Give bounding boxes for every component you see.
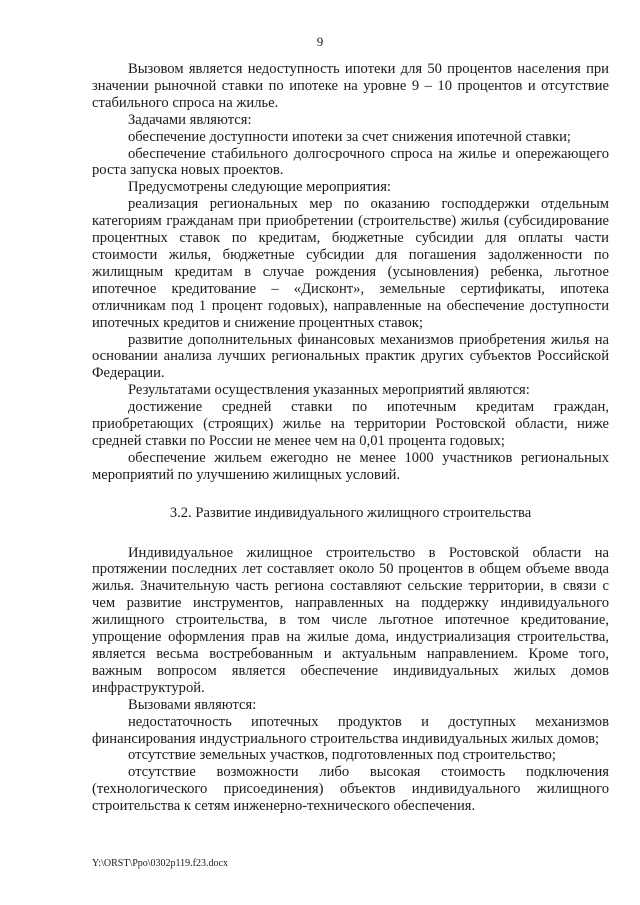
- paragraph: Вызовом является недоступность ипотеки для 50 процентов населения при значении рыночной ставки по ипотеке на уровне 9 – 10 процентов и отсутствие стабильного спроса на жилье.: [92, 61, 609, 111]
- paragraph: отсутствие земельных участков, подготовленных под строительство;: [128, 747, 556, 764]
- paragraph: обеспечение стабильного долгосрочного спроса на жилье и опережающего роста запуска новых проектов.: [92, 145, 609, 179]
- paragraph: реализация региональных мер по оказанию господдержки отдельным категориям гражданам при приобретении (строительстве) жилья (субсидирование процентных ставок по кредитам, бюджетные субсидии для оплаты части стоимости жилья, бюджетные субсидии для погашения задолженности по жилищным кредитам в случае рождения (усыновления) ребенка, льготное ипотечное кредитование – «Дисконт», земельные сертификаты, ипотека отличникам под 1 процент годовых), направленные на обеспечение доступности ипотечных кредитов и снижение процентных ставок;: [92, 196, 609, 331]
- paragraph: достижение средней ставки по ипотечным кредитам граждан, приобретающих (строящих) жилье на территории Ростовской области, ниже средней ставки по России не менее чем на 0,01 процента годовых;: [92, 399, 609, 449]
- paragraph: Вызовами являются:: [128, 696, 257, 713]
- footer-file-path: Y:\ORST\Ppo\0302p119.f23.docx: [92, 858, 228, 869]
- paragraph: обеспечение доступности ипотеки за счет снижения ипотечной ставки;: [128, 128, 571, 145]
- paragraph: Предусмотрены следующие мероприятия:: [128, 179, 391, 196]
- paragraph: недостаточность ипотечных продуктов и доступных механизмов финансирования индустриального строительства индивидуальных жилых домов;: [92, 713, 609, 747]
- section-heading: 3.2. Развитие индивидуального жилищного строительства: [169, 504, 532, 521]
- paragraph: отсутствие возможности либо высокая стоимость подключения (технологического присоединения) объектов индивидуального жилищного строительства к сетям инженерно-технического обеспечения.: [92, 764, 609, 815]
- paragraph: Индивидуальное жилищное строительство в Ростовской области на протяжении последних лет составляет около 50 процентов в общем объеме ввода жилья. Значительную часть региона составляют сельские территории, в связи с чем развитие инструментов, направленных на поддержку индивидуального жилищного строительства, в том числе льготное ипотечное кредитование, упрощение оформления прав на жилые дома, индустриализация строительства, является весьма востребованным и актуальным направлением. Кроме того, важным вопросом является обеспечение индивидуальных жилых домов инфраструктурой.: [92, 544, 609, 696]
- page-number: 9: [316, 34, 324, 49]
- document-body: [92, 61, 609, 815]
- paragraph: Задачами являются:: [128, 111, 252, 128]
- paragraph: Результатами осуществления указанных мероприятий являются:: [128, 382, 530, 399]
- paragraph: обеспечение жильем ежегодно не менее 1000 участников региональных мероприятий по улучшению жилищных условий.: [92, 449, 609, 483]
- paragraph: развитие дополнительных финансовых механизмов приобретения жилья на основании анализа лучших региональных практик других субъектов Российской Федерации.: [92, 331, 609, 382]
